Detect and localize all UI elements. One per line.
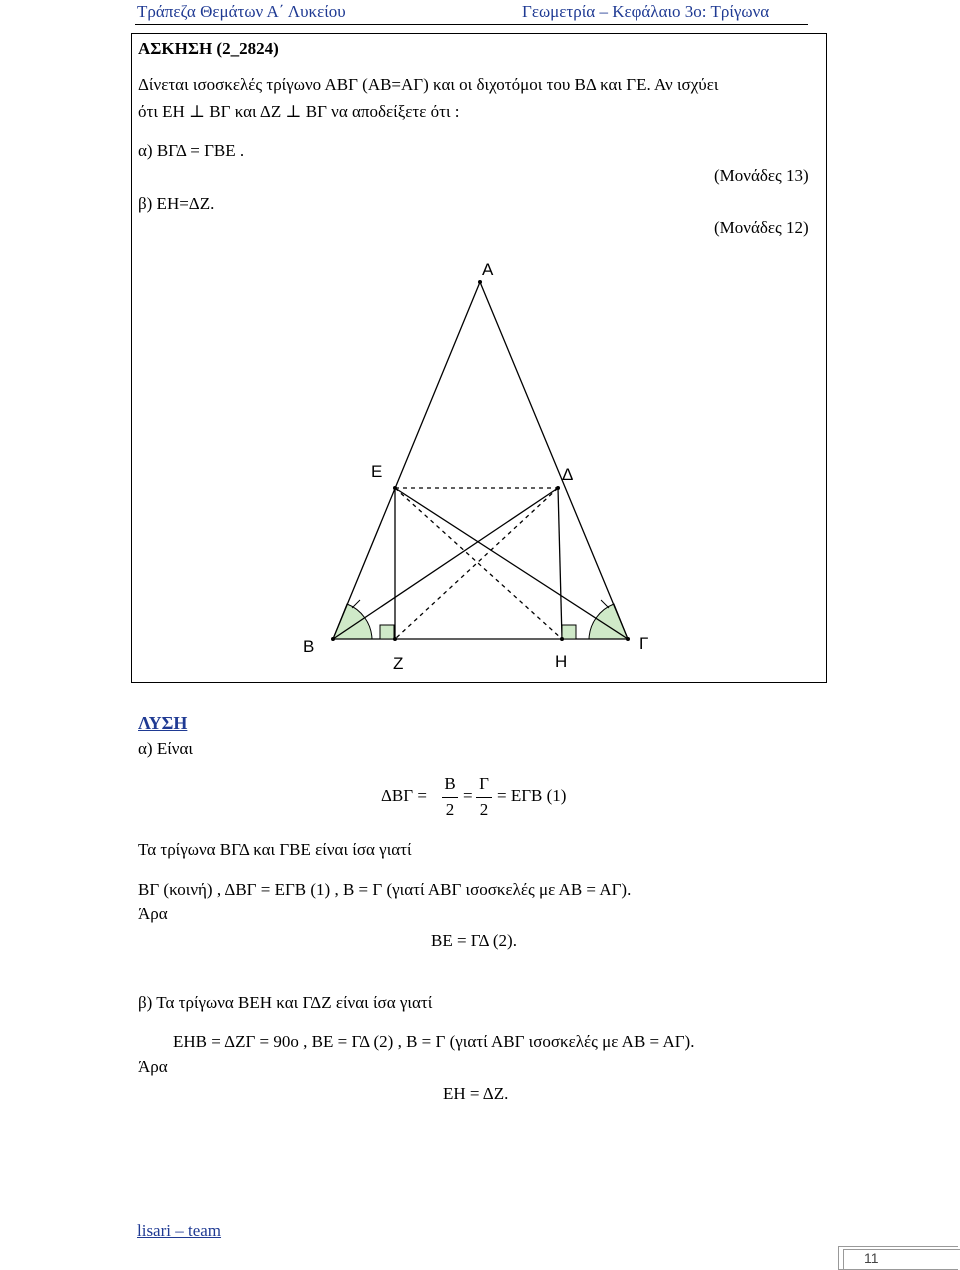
part-a-points: (Μονάδες 13) [714,166,809,185]
eq1-bar1 [442,797,458,798]
eq1-right: = ΕΓΒ (1) [497,786,567,805]
label-d: Δ [562,465,574,484]
reasons-line: ΒΓ (κοινή) , ΔΒΓ = ΕΓΒ (1) , Β = Γ (γιατί ΑΒΓ ισοσκελές με ΑΒ = ΑΓ). [138,880,632,899]
exercise-line1-pre: Δίνεται ισοσκελές τρίγωνο [138,75,322,94]
label-z: Ζ [393,654,404,673]
eq1-den1: 2 [445,800,455,819]
eq1-num1: Β [444,774,456,793]
result-1: ΒΕ = ΓΔ (2). [431,931,517,950]
footer-link[interactable]: lisari – team [137,1221,222,1240]
triangles-line: Τα τρίγωνα ΒΓΔ και ΓΒΕ είναι ίσα γιατί [138,840,412,859]
eq1-num2: Γ [479,774,489,793]
solution-title: ΛΥΣΗ [138,713,188,733]
page-number-box-inner [843,1249,960,1270]
tick-g [601,600,609,608]
page-number: 11 [864,1250,879,1266]
part-b-solution-line: β) Τα τρίγωνα ΒΕΗ και ΓΔΖ είναι ίσα γιατί [138,993,433,1012]
exercise-line1-triangle: ΑΒΓ [324,75,358,94]
eq1-mid: = [463,786,473,805]
dashed-eh [395,488,562,639]
triangle-figure [131,250,827,680]
result-2: ΕΗ = ΔΖ. [443,1084,509,1103]
header-rule [135,24,808,25]
perp-dh [558,488,562,639]
exercise-title: ΑΣΚΗΣΗ (2_2824) [138,39,279,58]
eq1-bar2 [476,797,492,798]
eq1-den2: 2 [479,800,489,819]
part-a [138,141,244,161]
exercise-line1-post: (ΑΒ=ΑΓ) και οι διχοτόμοι του ΒΔ και ΓΕ. Αν ισχύει [362,75,719,94]
label-g: Γ [639,634,649,653]
label-e: Ε [371,462,383,481]
eq1-left: ΔΒΓ = [381,786,427,805]
angle-g-sector [589,604,628,639]
right-angle-h [562,625,576,639]
angle-b-sector [333,604,372,639]
ara-2: Άρα [138,1057,168,1076]
part-b-reasons: ΕΗΒ = ΔΖΓ = 90ο , ΒΕ = ΓΔ (2) , Β = Γ (γιατί ΑΒΓ ισοσκελές με ΑΒ = ΑΓ). [173,1032,695,1051]
tick-b [352,600,360,608]
ara-1: Άρα [138,904,168,923]
part-a-label: α) [138,141,153,160]
right-angle-z [380,625,394,639]
bisector-ge [395,488,628,639]
exercise-line1 [138,75,718,95]
exercise-line2: ότι ΕΗ ⊥ ΒΓ και ΔΖ ⊥ ΒΓ να αποδείξετε ότι : [138,102,460,121]
part-b-points: (Μονάδες 12) [714,218,809,237]
label-a: Α [482,260,494,279]
label-h: Η [555,652,568,671]
solution-a-intro: α) Είναι [138,739,193,758]
bisector-bd [333,488,558,639]
label-b: Β [303,637,315,656]
part-b: β) ΕΗ=ΔΖ. [138,194,215,213]
side-ab [333,282,480,639]
part-a-expr: ΒΓΔ = ΓΒΕ . [156,141,245,160]
header-right: Γεωμετρία – Κεφάλαιο 3ο: Τρίγωνα [522,2,770,21]
header-left: Τράπεζα Θεμάτων Α΄ Λυκείου [137,2,346,21]
